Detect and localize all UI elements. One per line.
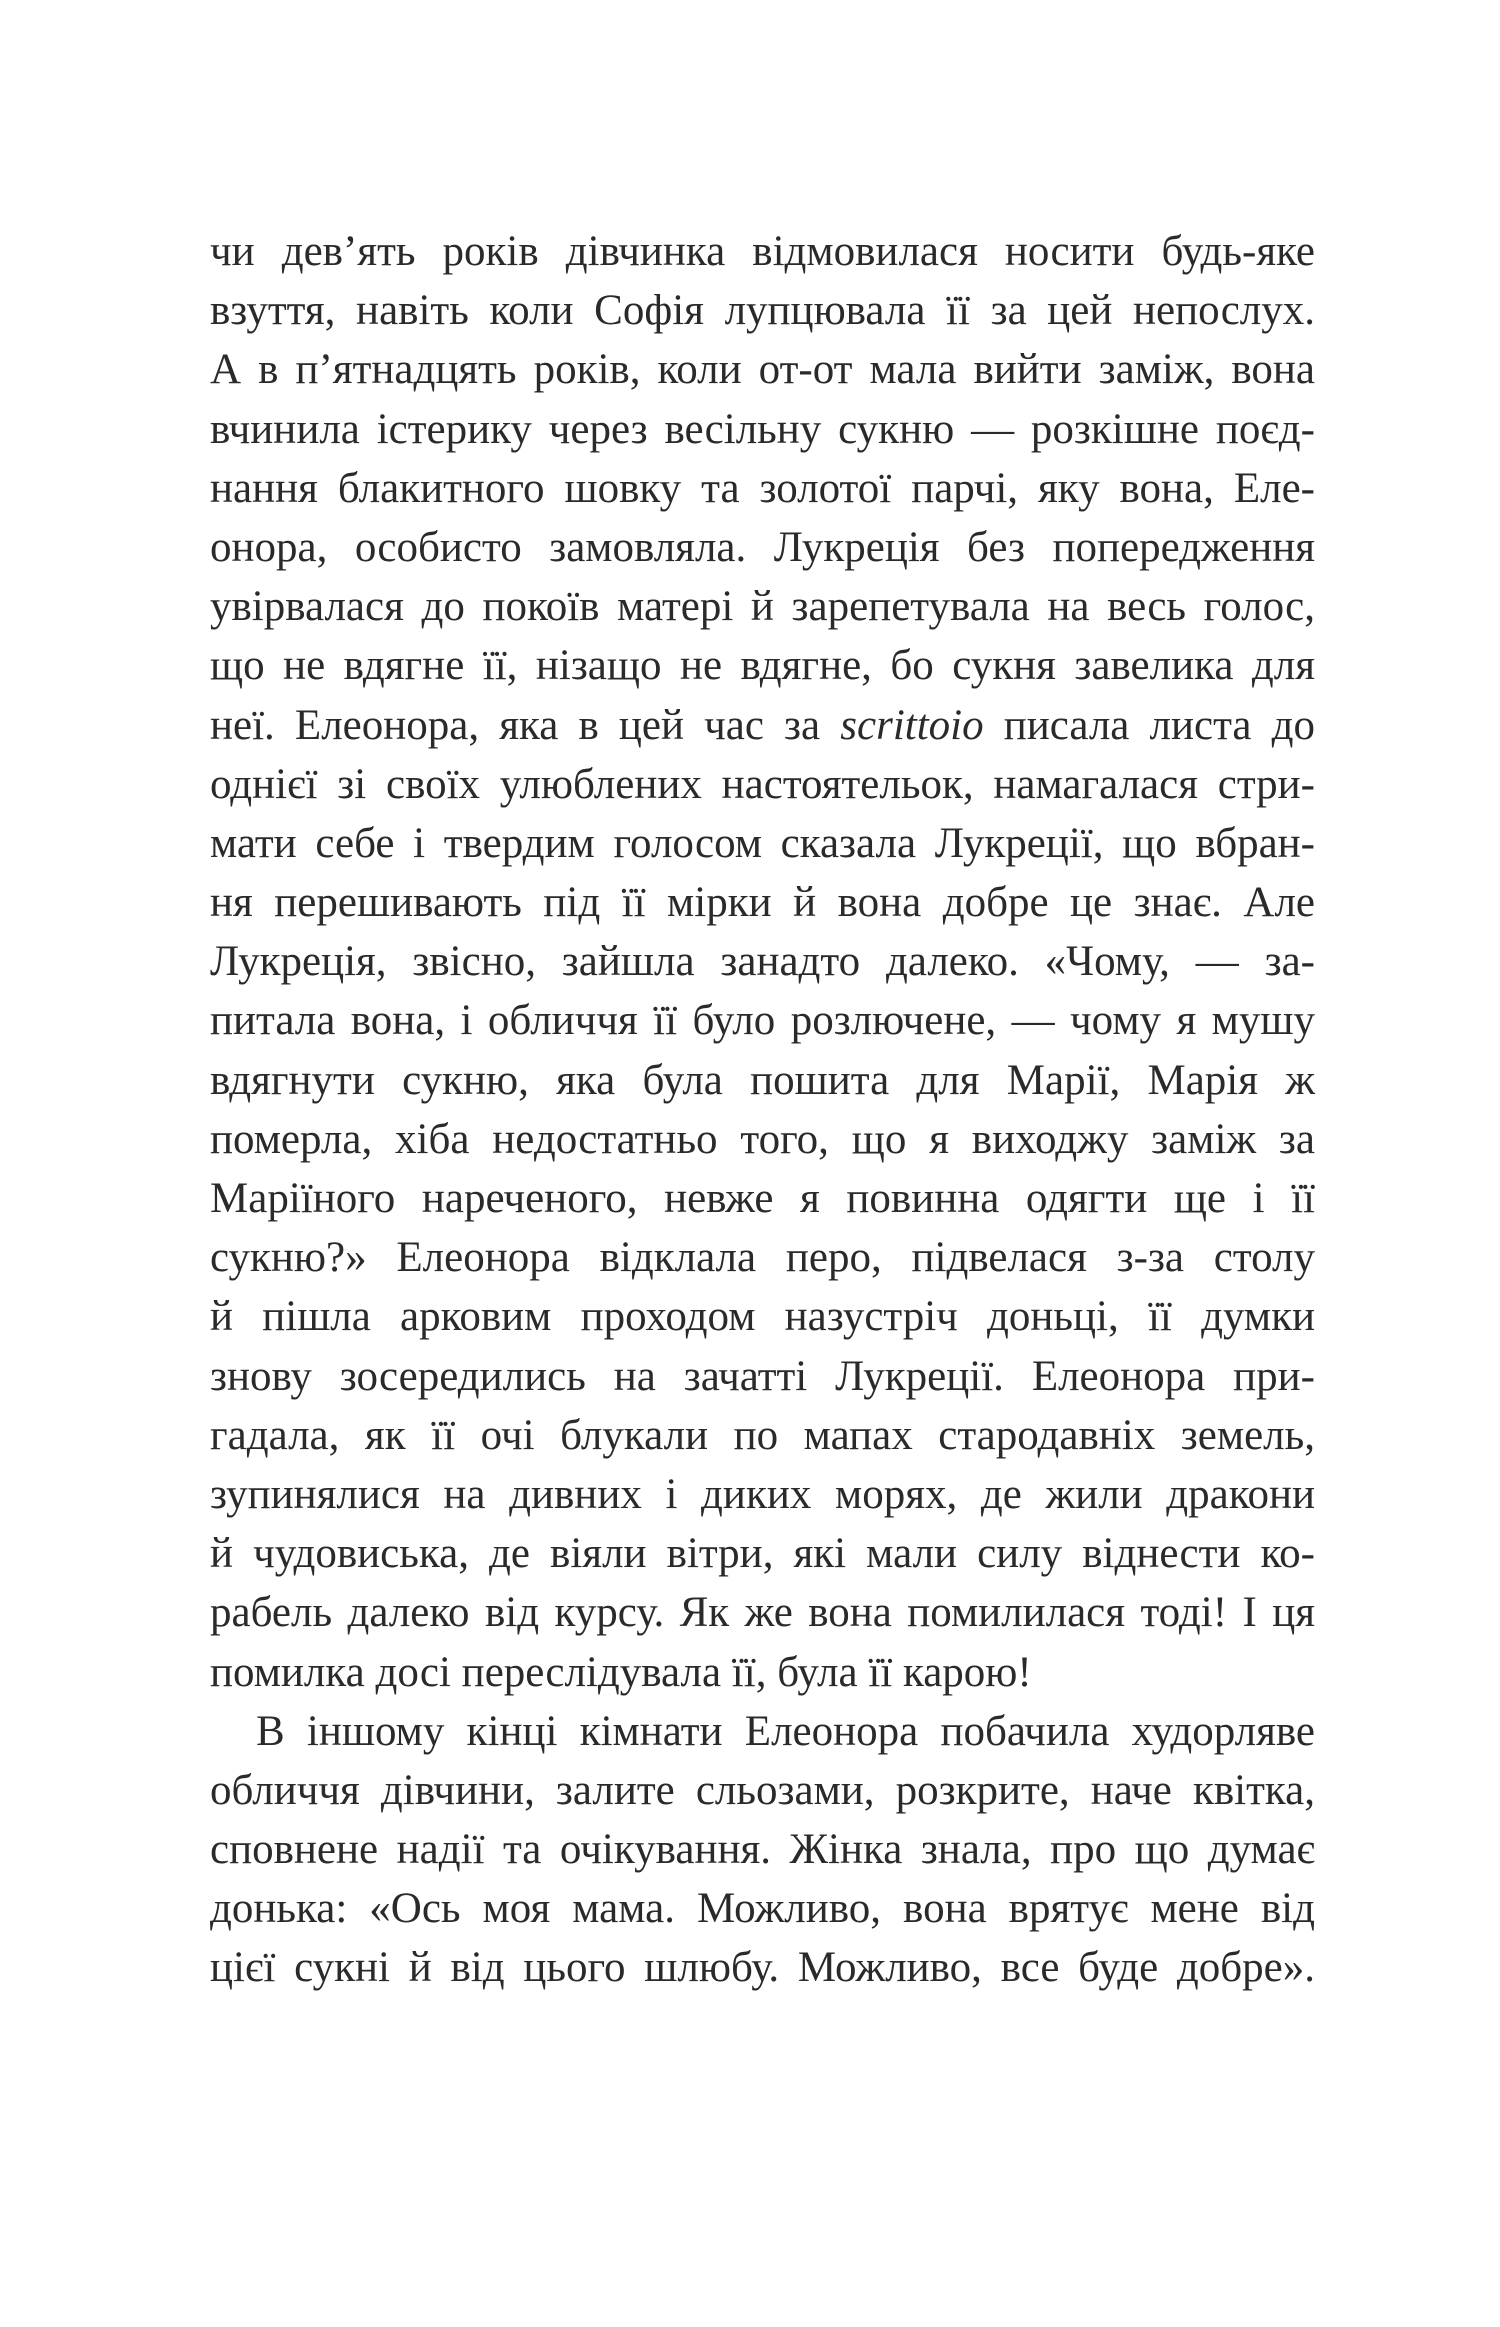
- text-line: [210, 1347, 1315, 1406]
- text-line: [210, 696, 1315, 755]
- italic-word: scrittoio: [840, 701, 984, 749]
- text-line: [210, 222, 1315, 281]
- text-line: [210, 1110, 1315, 1169]
- page-text: [210, 222, 1315, 1998]
- text-line: [210, 932, 1315, 991]
- text-line: [210, 873, 1315, 932]
- text-segment: ня перешивають під її мірки й вона добре це знає. Але: [210, 879, 1315, 927]
- text-segment: донька: «Ось моя мама. Можливо, вона врятує мене від: [210, 1885, 1315, 1933]
- text-segment: неї. Елеонора, яка в цей час за: [210, 701, 841, 749]
- text-segment: увірвалася до покоїв матері й зарепетувала на весь голос,: [210, 583, 1315, 631]
- text-line: [210, 636, 1315, 695]
- text-line: [210, 459, 1315, 518]
- text-line: [210, 1820, 1315, 1879]
- text-line: [210, 1583, 1315, 1642]
- text-segment: знову зосередились на зачатті Лукреції. Елеонора при-: [210, 1352, 1315, 1400]
- text-line: [210, 518, 1315, 577]
- paragraph-2: [210, 1702, 1315, 1998]
- text-line: [210, 340, 1315, 399]
- text-line: [210, 400, 1315, 459]
- text-line: [210, 1761, 1315, 1820]
- text-line: [210, 814, 1315, 873]
- text-segment: помилка досі переслідувала її, була її карою!: [210, 1648, 1032, 1696]
- text-segment: сукню?» Елеонора відклала перо, підвелася з-за столу: [210, 1234, 1315, 1282]
- text-segment: чи дев’ять років дівчинка відмовилася носити будь-яке: [210, 228, 1315, 275]
- paragraph-1: [210, 222, 1315, 1702]
- text-segment: рабель далеко від курсу. Як же вона помилилася тоді! І ця: [210, 1589, 1315, 1637]
- text-segment: мати себе і твердим голосом сказала Лукреції, що вбран-: [210, 819, 1315, 867]
- text-line: [210, 1524, 1315, 1583]
- text-segment: сповнене надії та очікування. Жінка знала, про що думає: [210, 1826, 1315, 1874]
- text-segment: зупинялися на дивних і диких морях, де жили дракони: [210, 1470, 1315, 1518]
- text-line: [210, 1228, 1315, 1287]
- text-line: [210, 1702, 1315, 1761]
- text-segment: вчинила істерику через весільну сукню — розкішне поєд-: [210, 405, 1315, 453]
- text-line: [210, 1643, 1315, 1702]
- text-segment: й пішла арковим проходом назустріч доньці, її думки: [210, 1293, 1315, 1341]
- text-segment: гадала, як її очі блукали по мапах стародавніх земель,: [210, 1411, 1315, 1459]
- text-line: [210, 1879, 1315, 1938]
- text-segment: цієї сукні й від цього шлюбу. Можливо, все буде добре».: [210, 1944, 1315, 1992]
- text-segment: померла, хіба недостатньо того, що я виходжу заміж за: [210, 1115, 1315, 1163]
- text-segment: писала листа до: [983, 701, 1315, 749]
- text-segment: Лукреція, звісно, зайшла занадто далеко. «Чому, — за-: [210, 938, 1315, 986]
- text-segment: обличчя дівчини, залите сльозами, розкрите, наче квітка,: [210, 1766, 1315, 1814]
- text-line: [210, 1051, 1315, 1110]
- text-segment: нання блакитного шовку та золотої парчі, яку вона, Еле-: [210, 464, 1315, 512]
- text-segment: й чудовиська, де віяли вітри, які мали силу віднести ко-: [210, 1530, 1315, 1578]
- text-line: [210, 1169, 1315, 1228]
- text-segment: А в п’ятнадцять років, коли от-от мала вийти заміж, вона: [210, 346, 1315, 394]
- text-line: [210, 577, 1315, 636]
- text-segment: що не вдягне її, нізащо не вдягне, бо сукня завелика для: [210, 642, 1315, 690]
- text-segment: Маріїного нареченого, невже я повинна одягти ще і її: [210, 1175, 1315, 1222]
- text-segment: вдягнути сукню, яка була пошита для Марії, Марія ж: [210, 1056, 1315, 1104]
- text-segment: однієї зі своїх улюблених настоятельок, намагалася стри-: [210, 760, 1315, 808]
- text-line: [210, 991, 1315, 1050]
- text-line: [210, 1287, 1315, 1346]
- text-segment: питала вона, і обличчя її було розлючене, — чому я мушу: [210, 997, 1315, 1045]
- text-line: [210, 281, 1315, 340]
- text-segment: В іншому кінці кімнати Елеонора побачила худорляве: [256, 1707, 1315, 1755]
- text-segment: онора, особисто замовляла. Лукреція без попередження: [210, 523, 1315, 571]
- text-line: [210, 1406, 1315, 1465]
- text-segment: взуття, навіть коли Софія лупцювала її за цей непослух.: [210, 287, 1315, 335]
- text-line: [210, 755, 1315, 814]
- text-line: [210, 1465, 1315, 1524]
- text-line: [210, 1938, 1315, 1997]
